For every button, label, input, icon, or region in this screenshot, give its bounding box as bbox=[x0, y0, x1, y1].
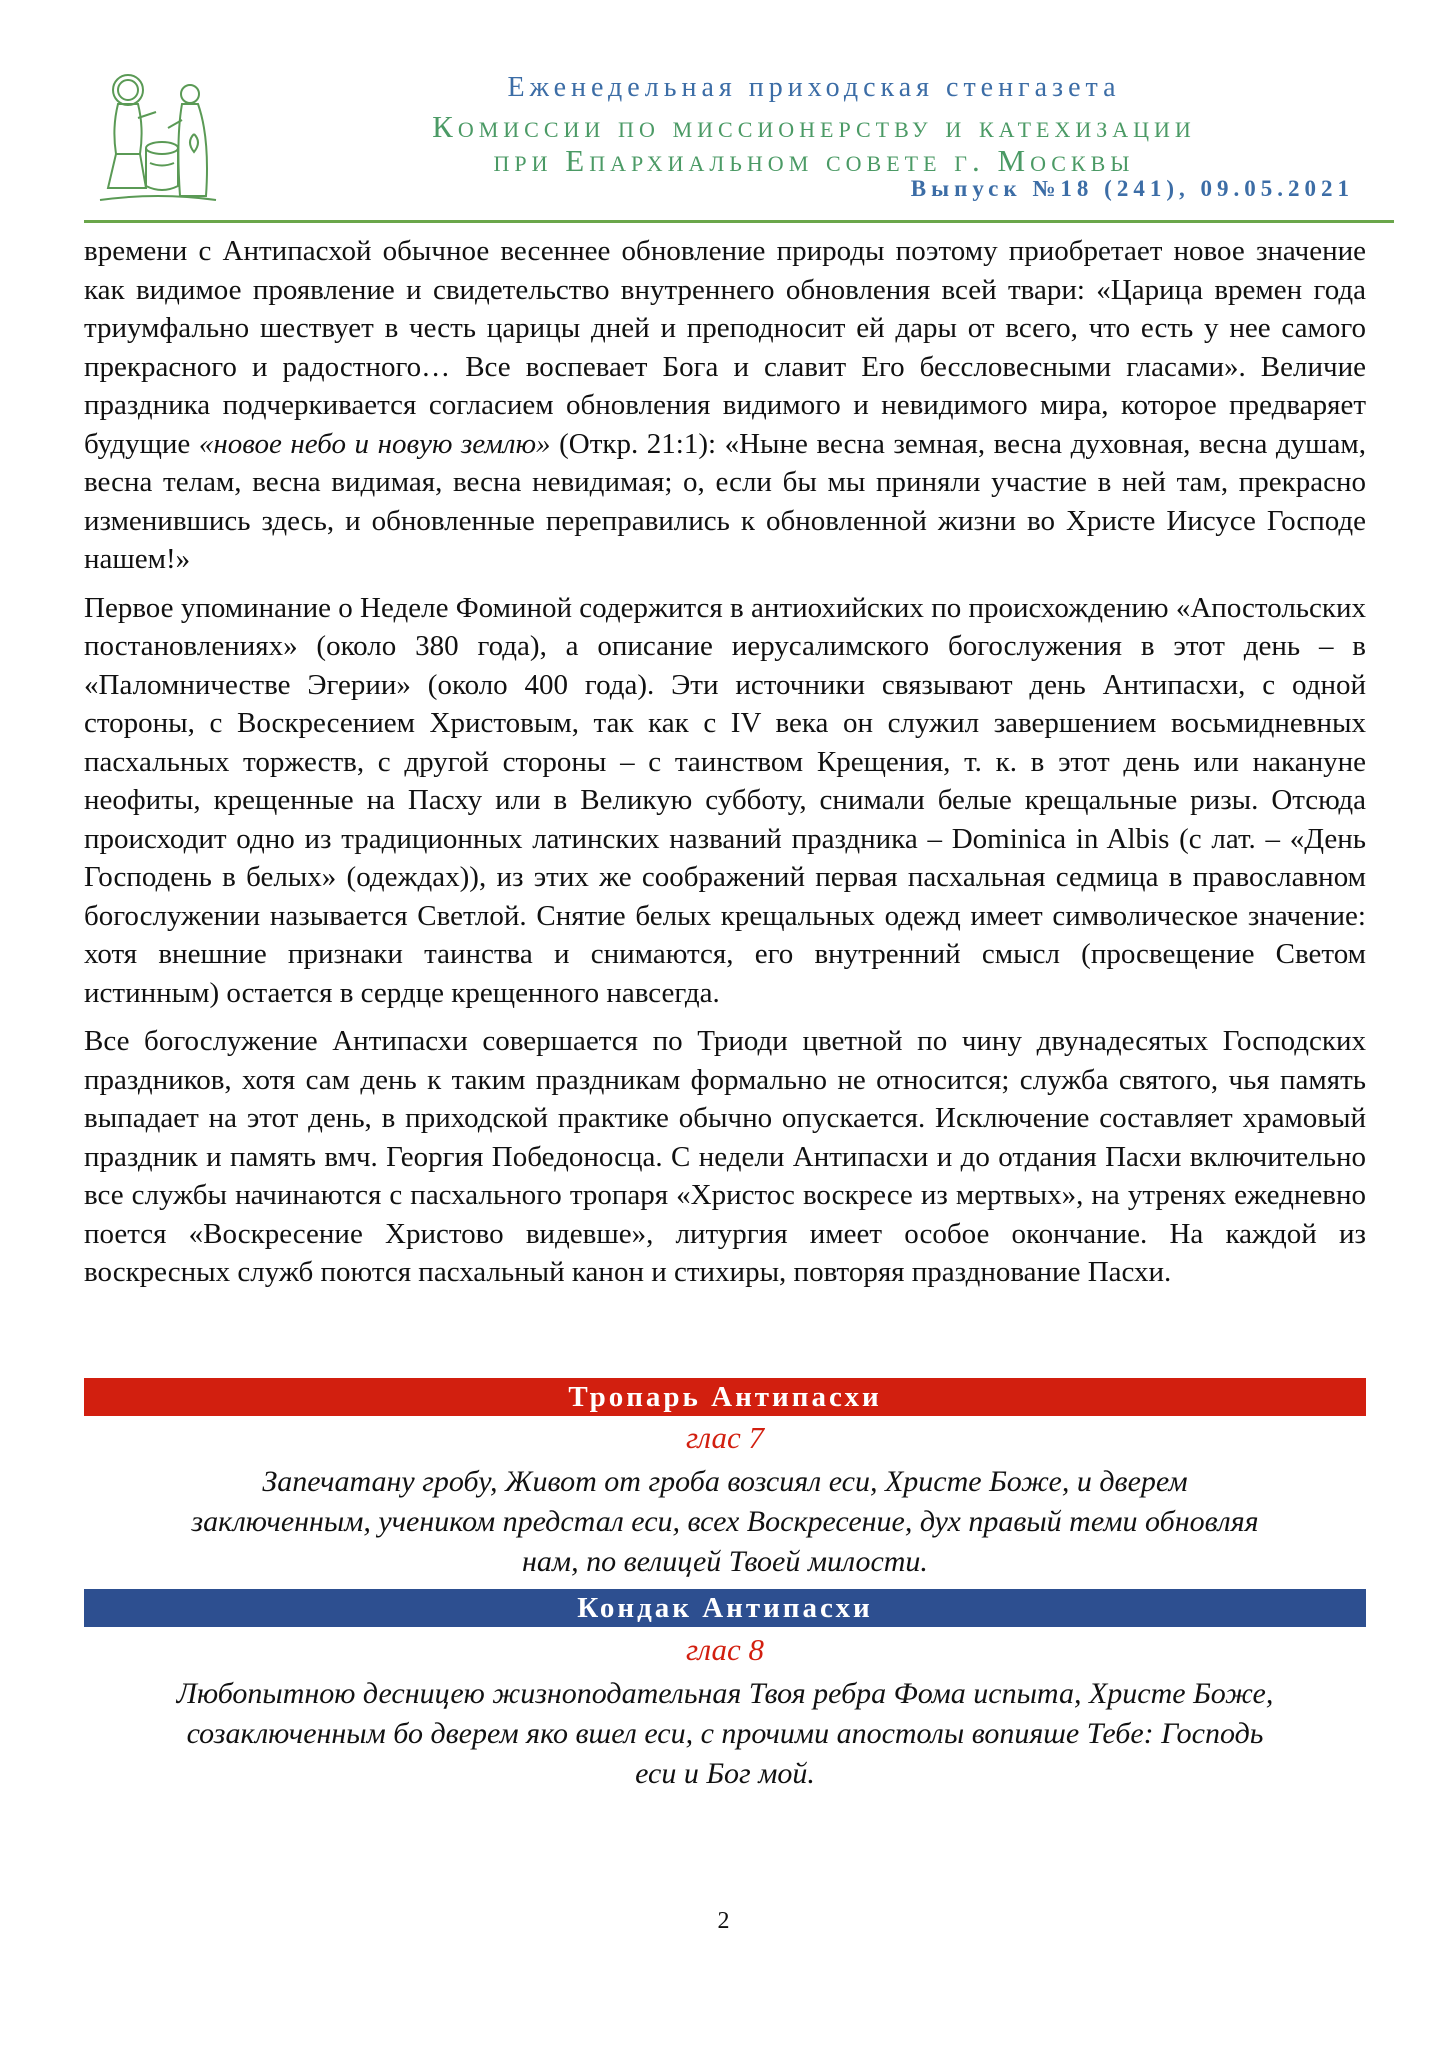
troparion-tone: глас 7 bbox=[685, 1420, 765, 1455]
masthead bbox=[84, 62, 1394, 222]
issue-number: Выпуск №18 (241), 09.05.2021 bbox=[910, 176, 1354, 201]
hymn-line: Любопытною десницею жизноподательная Твоя ребра Фома испыта, Христе Боже, bbox=[176, 1677, 1274, 1710]
kontakion-tone: глас 8 bbox=[685, 1632, 765, 1667]
masthead-divider bbox=[84, 220, 1394, 223]
paragraph-text: времени с Антипасхой обычное весеннее обновление природы поэтому приобретает новое значение как видимое проявление и свидетельство внутреннего обновления всей твари: «Царица времен года триумфально шествует в честь царицы дней и преподносит ей дары от всего, что есть у нее самого прекрасного и радостного… Все воспевает Бога и славит Его бессловесными гласами». Величие праздника подчеркивается согласием обновления видимого и невидимого мира, которое предваряет будущие bbox=[84, 235, 1366, 460]
hymn-line: заключенным, учеником предстал еси, всех Воскресение, дух правый теми обновляя bbox=[191, 1505, 1259, 1538]
kontakion-banner: Кондак Антипасхи bbox=[84, 1589, 1366, 1627]
paragraph-text: (Откр. 21:1): «Ныне весна земная, весна духовная, весна душам, весна телам, весна видимая, весна невидимая; о, если бы мы приняли участие в ней там, прекрасно изменившись здесь, и обновленные переправились к обновленной жизни во Христе Иисусе Господе нашем!» bbox=[84, 427, 1366, 575]
masthead-text bbox=[234, 62, 1394, 178]
paragraph: Первое упоминание о Неделе Фоминой содержится в антиохийских по происхождению «Апостольских постановлениях» (около 380 года), а описание иерусалимского богослужения в этот день – в «Паломничестве Эгерии» (около 400 года). Эти источники связывают день Антипасхи, с одной стороны, с Воскресением Христовым, так как с IV века он служил завершением восьмидневных пасхальных торжеств, с другой стороны – с таинством Крещения, т. к. в этот день или накануне неофиты, крещенные на Пасху или в Великую субботу, снимали белые крещальные ризы. Отсюда происходит одно из традиционных латинских названий праздника – Dominica in Albis (с лат. – «День Господень в белых» (одеждах)), из этих же соображений первая пасхальная седмица в православном богослужении называется Светлой. Снятие белых крещальных одежд имеет символическое значение: хотя внешние признаки таинства и снимаются, его внутренний смысл (просвещение Светом истинным) остается в сердце крещенного навсегда. bbox=[84, 591, 1366, 1009]
scripture-quote: «новое небо и новую землю» bbox=[198, 427, 551, 460]
kontakion-text bbox=[84, 1674, 1366, 1794]
article-body bbox=[84, 232, 1366, 1302]
paragraph: Все богослужение Антипасхи совершается по Триоди цветной по чину двунадесятых Господских праздников, хотя сам день к таким праздникам формально не относится; служба святого, чья память выпадает на этот день, в приходской практике обычно опускается. Исключение составляет храмовый праздник и память вмч. Георгия Победоносца. С недели Антипасхи и до отдания Пасхи включительно все службы начинаются с пасхального тропаря «Христос воскресе из мертвых», на утренях ежедневно поется «Воскресение Христово видевше», литургия имеет особое окончание. На каждой из воскресных служб поются пасхальный канон и стихиры, повторяя празднование Пасхи. bbox=[84, 1025, 1366, 1288]
masthead-title-line2: при Епархиальном совете г. Москвы bbox=[493, 143, 1135, 178]
masthead-subtitle: Еженедельная приходская стенгазета bbox=[507, 72, 1121, 103]
troparion-banner: Тропарь Антипасхи bbox=[84, 1378, 1366, 1416]
hymn-line: нам, по велицей Твоей милости. bbox=[522, 1545, 928, 1578]
masthead-title-line1: Комиссии по миссионерству и катехизации bbox=[432, 109, 1196, 144]
page-number: 2 bbox=[717, 1908, 730, 1934]
christ-and-samaritan-woman-icon bbox=[98, 68, 218, 206]
troparion-text bbox=[84, 1462, 1366, 1582]
hymn-line: созаключенным бо дверем яко вшел еси, с прочими апостолы вопияше Тебе: Господь bbox=[186, 1717, 1264, 1750]
hymn-line: еси и Бог мой. bbox=[635, 1757, 815, 1790]
paragraph bbox=[84, 232, 1366, 579]
hymn-line: Запечатану гробу, Живот от гроба возсиял еси, Христе Боже, и дверем bbox=[262, 1465, 1188, 1498]
